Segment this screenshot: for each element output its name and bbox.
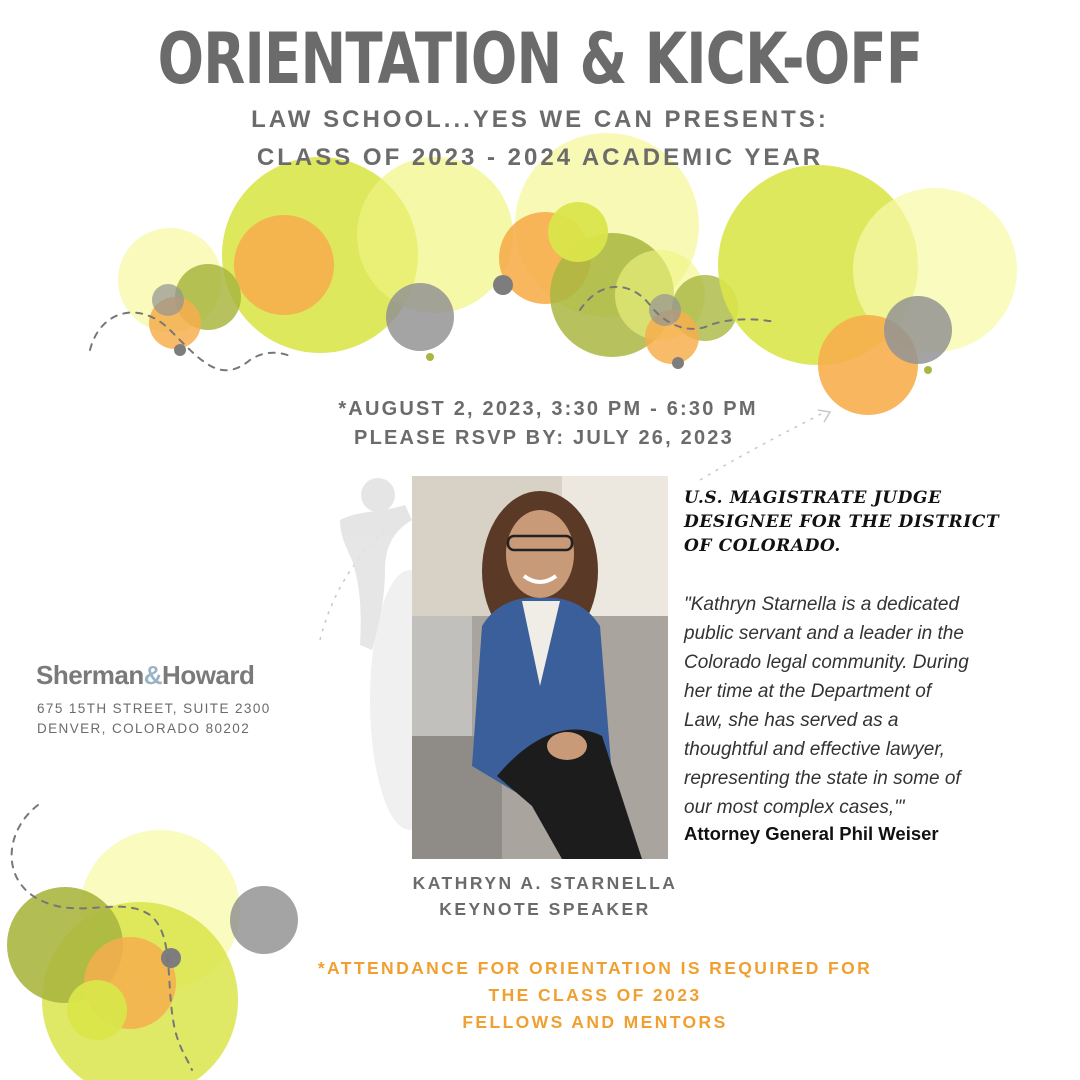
quote-line: thoughtful and effective lawyer, [684,739,945,760]
attendance-notice-line1: *ATTENDANCE FOR ORIENTATION IS REQUIRED FOR [317,958,873,978]
speaker-photo-illustration [412,476,668,859]
bubble [924,366,932,374]
speaker-title-line: OF COLORADO. [684,536,841,556]
bubble [230,886,298,954]
endorsement-quote [684,590,1054,822]
bubble [672,357,684,369]
bubble [174,344,186,356]
quote-line: our most complex cases,'" [684,797,905,818]
firm-name-part1: Sherman [36,660,144,690]
event-date: *AUGUST 2, 2023, 3:30 PM - 6:30 PM [338,398,758,420]
bubble [234,215,334,315]
quote-line: Law, she has served as a [684,710,899,731]
bubble [152,284,184,316]
venue-address-line2: DENVER, COLORADO 80202 [37,721,251,736]
quote-line: Colorado legal community. During [684,652,969,673]
firm-logo [36,660,254,691]
quote-author: Attorney General Phil Weiser [684,823,939,844]
firm-name-part2: Howard [162,660,255,690]
speaker-title [684,486,1044,558]
bubble [426,353,434,361]
attendance-notice-line2: THE CLASS OF 2023 [488,985,702,1005]
bubble [548,202,608,262]
bubble [161,948,181,968]
speaker-photo [412,476,668,859]
speaker-name: KATHRYN A. STARNELLA [412,873,678,893]
presenter-subtitle: LAW SCHOOL...YES WE CAN PRESENTS: [251,106,829,133]
bubble [493,275,513,295]
quote-line: public servant and a leader in the [684,623,964,644]
quote-line: "Kathryn Starnella is a dedicated [684,594,960,615]
bubble [386,283,454,351]
quote-line: her time at the Department of [684,681,932,702]
speaker-title-line: U.S. MAGISTRATE JUDGE [684,488,942,508]
quote-line: representing the state in some of [684,768,961,789]
rsvp-deadline: PLEASE RSVP BY: JULY 26, 2023 [354,427,734,449]
bubble [67,980,127,1040]
class-year-subtitle: CLASS OF 2023 - 2024 ACADEMIC YEAR [256,144,824,171]
speaker-title-line: DESIGNEE FOR THE DISTRICT [684,512,1000,532]
page-title: ORIENTATION & KICK-OFF [157,18,923,100]
firm-name-ampersand: & [143,660,163,690]
venue-address-line1: 675 15TH STREET, SUITE 2300 [37,701,271,716]
speaker-role: KEYNOTE SPEAKER [439,899,651,919]
bubble [884,296,952,364]
attendance-notice-line3: FELLOWS AND MENTORS [462,1012,728,1032]
